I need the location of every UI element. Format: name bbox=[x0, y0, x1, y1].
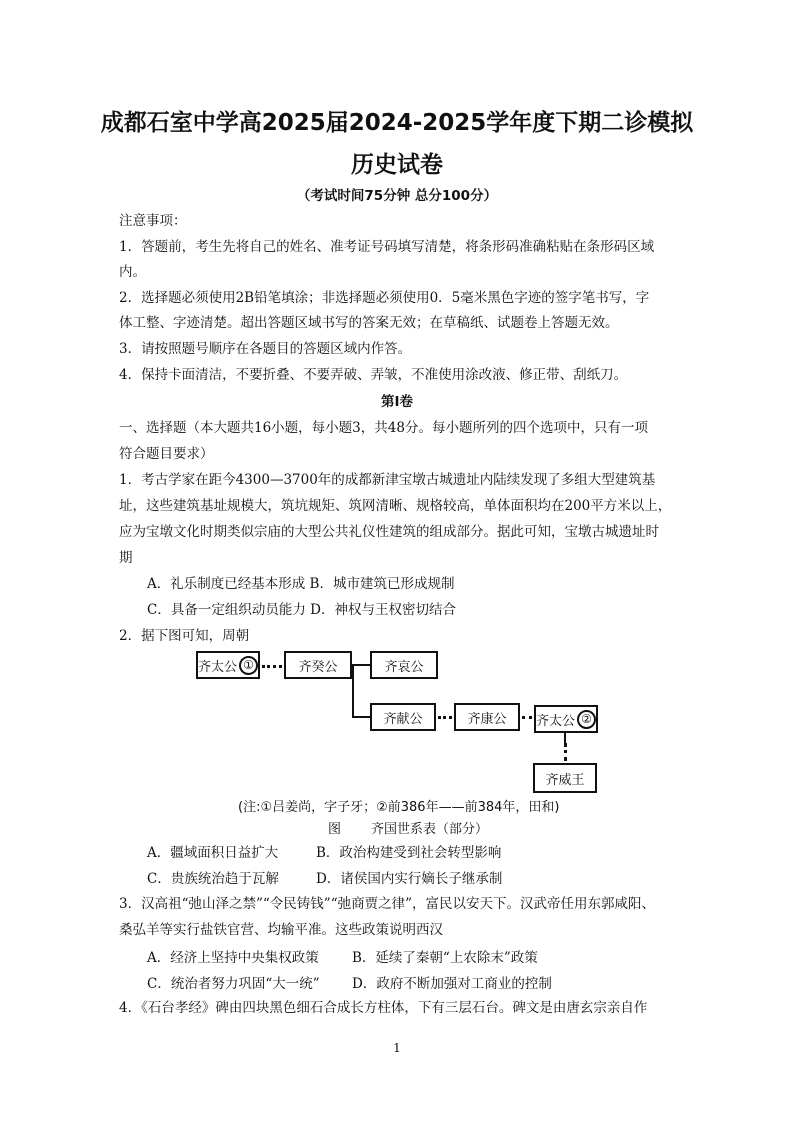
node-qi-guigong: 齐癸公 bbox=[284, 651, 352, 679]
question-3-option-c: C．统治者努力巩固“大一统” bbox=[147, 976, 320, 992]
connector-line bbox=[352, 664, 370, 666]
question-2-option-d: D．诸侯国内实行嫡长子继承制 bbox=[316, 871, 503, 887]
figure-caption-label: 图 bbox=[328, 822, 342, 837]
dotted-connector bbox=[438, 716, 452, 719]
connector-line bbox=[352, 716, 370, 718]
node-qi-aigong: 齐哀公 bbox=[370, 651, 438, 679]
node-qi-kanggong: 齐康公 bbox=[454, 703, 520, 731]
exam-title: 成都石室中学高2025届2024-2025学年度下期二诊模拟 bbox=[100, 110, 694, 136]
question-2-option-c: C．贵族统治趋于瓦解 bbox=[147, 871, 279, 887]
notice-item-1: 1．答题前，考生先将自己的姓名、准考证号码填写清楚，将条形码准确粘贴在条形码区域 bbox=[119, 239, 655, 255]
circle-marker-1: ① bbox=[239, 656, 258, 675]
question-3-stem-2: 桑弘羊等实行盐铁官营、均输平准。这些政策说明西汉 bbox=[119, 922, 443, 938]
question-1-stem-3: 应为宝墩文化时期类似宗庙的大型公共礼仪性建筑的组成部分。据此可知，宝墩古城遗址时 bbox=[119, 524, 659, 540]
question-3-option-a: A．经济上坚持中央集权政策 bbox=[147, 950, 319, 966]
notice-item-3: 3．请按照题号顺序在各题目的答题区域内作答。 bbox=[119, 341, 412, 357]
connector-line-vertical bbox=[352, 664, 354, 717]
figure-note: (注:①吕姜尚，字子牙；②前386年——前384年，田和) bbox=[238, 800, 560, 815]
notice-item-1-cont: 内。 bbox=[119, 264, 146, 280]
circle-marker-2: ② bbox=[577, 710, 596, 729]
node-qi-xiangong: 齐献公 bbox=[370, 703, 436, 731]
node-qi-taigong-1 bbox=[196, 651, 260, 679]
notice-item-2-cont: 体工整、字迹清楚。超出答题区域书写的答案无效；在草稿纸、试题卷上答题无效。 bbox=[119, 315, 619, 331]
exam-time-info: （考试时间75分钟 总分100分） bbox=[296, 188, 498, 204]
question-3-option-d: D．政府不断加强对工商业的控制 bbox=[352, 976, 552, 992]
node-label: 齐太公 bbox=[198, 659, 238, 675]
question-4-stem: 4．《石台孝经》碑由四块黑色细石合成长方柱体，下有三层石台。碑文是由唐玄宗亲自作 bbox=[119, 1000, 648, 1016]
figure-caption: 齐国世系表（部分） bbox=[371, 822, 489, 837]
volume-heading: 第Ⅰ卷 bbox=[380, 394, 414, 410]
question-2-stem: 2．据下图可知，周朝 bbox=[119, 628, 250, 644]
node-qi-taigong-2 bbox=[534, 705, 598, 733]
question-3-stem: 3．汉高祖“弛山泽之禁”“令民铸钱”“弛商贾之律”，富民以安天下。汉武帝任用东郭咸阳、 bbox=[119, 896, 655, 912]
question-2-option-b: B．政治构建受到社会转型影响 bbox=[316, 845, 502, 861]
node-qi-weiwang: 齐威王 bbox=[533, 763, 597, 793]
exam-subject-title: 历史试卷 bbox=[351, 152, 443, 178]
page-number: 1 bbox=[393, 1041, 401, 1055]
question-1-options-ab: A．礼乐制度已经基本形成 B．城市建筑已形成规制 bbox=[147, 576, 455, 592]
question-1-stem-2: 址，这些建筑基址规模大，筑坑规矩、筑网清晰、规格较高，单体面积均在200平方米以上， bbox=[119, 498, 672, 514]
question-2-option-a: A．疆域面积日益扩大 bbox=[147, 845, 279, 861]
genealogy-figure bbox=[196, 645, 606, 795]
question-3-option-b: B．延续了秦朝“上农除末”政策 bbox=[352, 950, 538, 966]
dotted-connector bbox=[262, 665, 282, 668]
notice-item-2: 2．选择题必须使用2B铅笔填涂；非选择题必须使用0．5毫米黑色字迹的签字笔书写，字 bbox=[119, 290, 650, 306]
question-1-options-cd: C．具备一定组织动员能力 D．神权与王权密切结合 bbox=[147, 602, 456, 618]
connector-line-vertical bbox=[564, 733, 566, 743]
dotted-connector-vertical bbox=[564, 743, 567, 761]
node-label: 齐太公 bbox=[536, 713, 576, 729]
notice-item-4: 4．保持卡面清洁，不要折叠、不要弄破、弄皱，不准使用涂改液、修正带、刮纸刀。 bbox=[119, 367, 628, 383]
question-1-stem-4: 期 bbox=[119, 550, 133, 566]
section-intro: 一、选择题（本大题共16小题，每小题3，共48分。每小题所列的四个选项中，只有一项 bbox=[119, 420, 648, 436]
section-intro-cont: 符合题目要求） bbox=[119, 446, 214, 462]
notice-heading: 注意事项： bbox=[119, 213, 187, 229]
question-1-stem: 1．考古学家在距今4300—3700年的成都新津宝墩古城遗址内陆续发现了多组大型建筑基 bbox=[119, 472, 656, 488]
dotted-connector bbox=[522, 716, 532, 719]
